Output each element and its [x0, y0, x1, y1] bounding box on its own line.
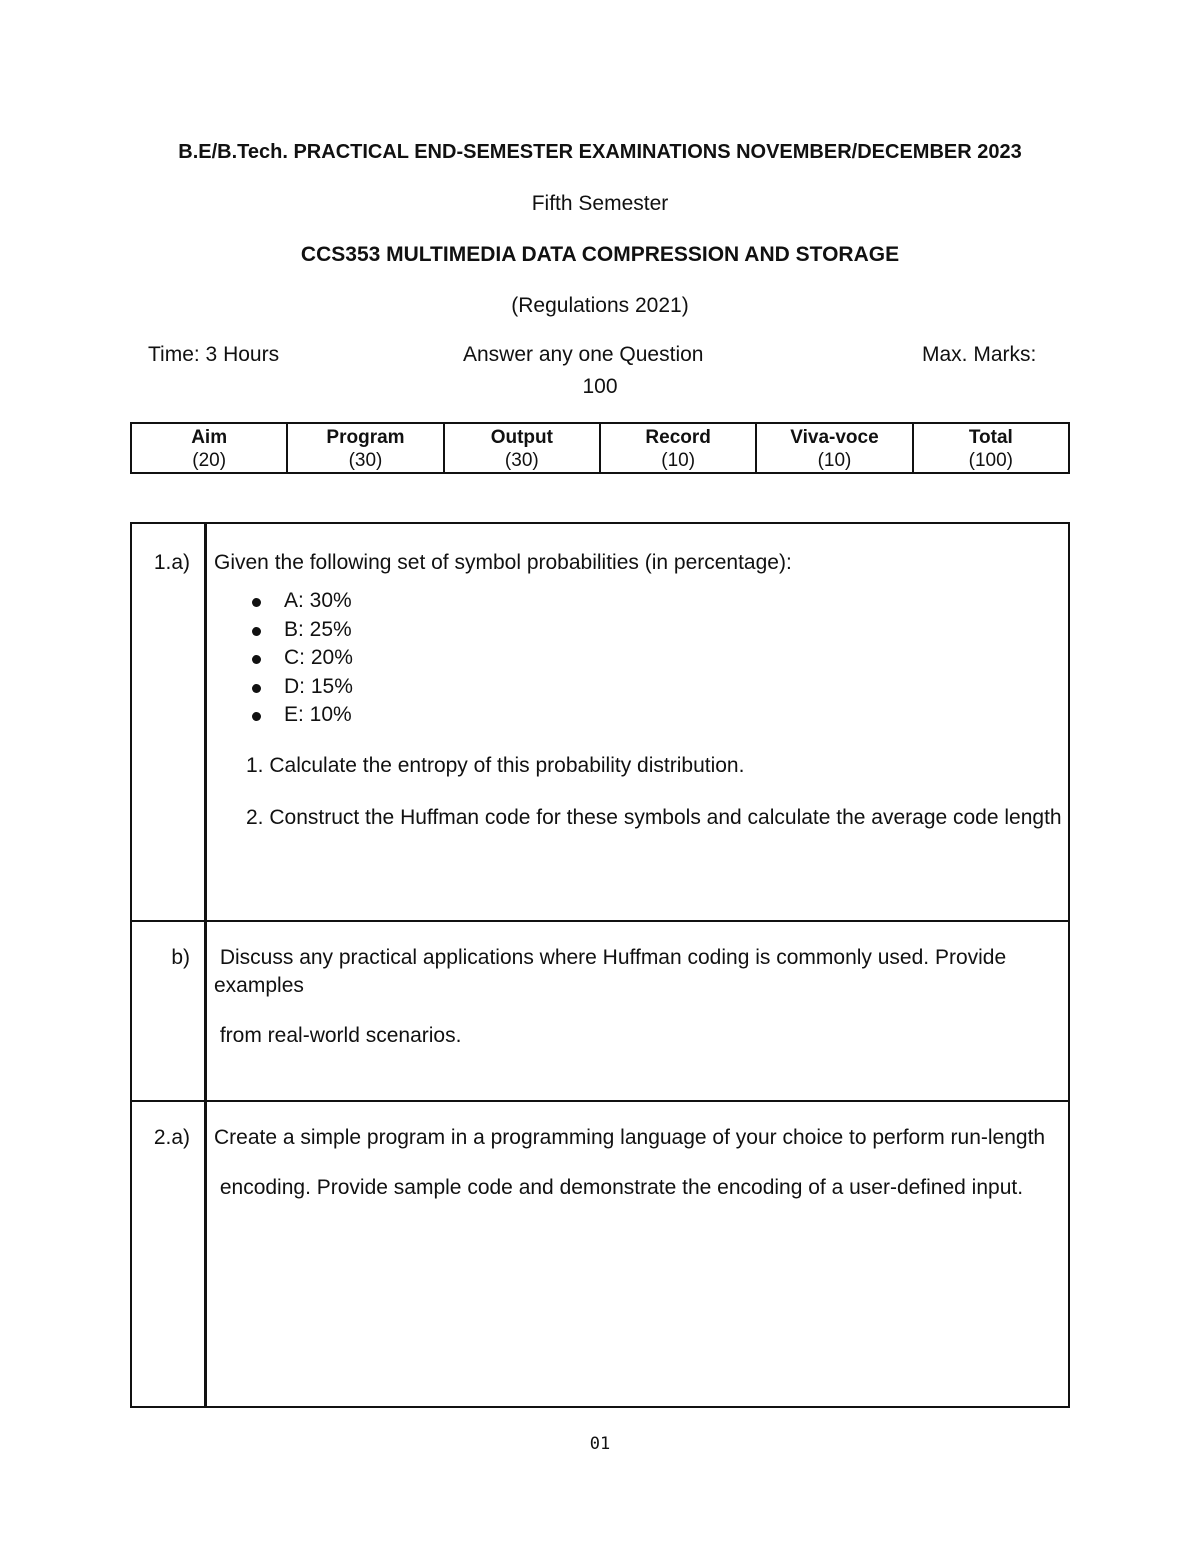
question-number: 1.a) [153, 551, 190, 574]
bullet-icon [252, 655, 261, 664]
question-number: 2.a) [153, 1126, 190, 1149]
marks-cell-program [287, 423, 443, 473]
symbol-probability: D: 15% [284, 674, 353, 698]
question-row-2a [132, 1100, 1068, 1406]
bullet-icon [252, 598, 261, 607]
marks-cell-viva-voce [756, 423, 912, 473]
question-row-1b [132, 920, 1068, 1102]
marks-cell-total [913, 423, 1069, 473]
question-text [214, 549, 1064, 832]
symbol-probability: C: 20% [284, 646, 353, 669]
task-huffman: 2. Construct the Huffman code for these symbols and calculate the average code length [246, 805, 1062, 829]
bullet-icon [252, 712, 261, 721]
exam-title: B.E/B.Tech. PRACTICAL END-SEMESTER EXAMINATIONS NOVEMBER/DECEMBER 2023 [178, 141, 1022, 163]
marks-cell-output [444, 423, 600, 473]
questions-table [130, 522, 1070, 1408]
question-line: encoding. Provide sample code and demonstrate the encoding of a user-defined input. [214, 1176, 1024, 1199]
question-text [214, 944, 1064, 1050]
list-item [214, 616, 1064, 645]
list-item [214, 701, 1064, 730]
marks-head: Program [326, 427, 405, 448]
regulations: (Regulations 2021) [511, 294, 689, 317]
marks-head: Record [645, 427, 711, 448]
question-line: Create a simple program in a programming language of your choice to perform run-length [214, 1126, 1046, 1149]
symbol-probability: E: 10% [284, 703, 352, 726]
bullet-icon [252, 627, 261, 636]
semester: Fifth Semester [531, 192, 669, 215]
exam-instruction: Answer any one Question [463, 343, 704, 366]
question-number: b) [171, 946, 190, 969]
marks-value: (20) [192, 450, 227, 471]
marks-cell-record [600, 423, 756, 473]
marks-distribution-table [130, 422, 1070, 474]
course-title: CCS353 MULTIMEDIA DATA COMPRESSION AND STORAGE [300, 243, 900, 266]
list-item [214, 673, 1064, 702]
marks-head: Output [490, 427, 553, 448]
symbol-probability: A: 30% [284, 589, 352, 612]
question-intro: Given the following set of symbol probabilities (in percentage): [214, 551, 792, 574]
page-number: 01 [589, 1434, 611, 1454]
exam-duration: Time: 3 Hours [148, 343, 280, 366]
list-item [214, 644, 1064, 673]
symbol-probability: B: 25% [284, 617, 352, 641]
marks-cell-aim [131, 423, 287, 473]
marks-value: (10) [817, 450, 852, 471]
symbol-list [214, 587, 1064, 730]
task-entropy: 1. Calculate the entropy of this probability distribution. [246, 753, 745, 777]
marks-value: (30) [348, 450, 383, 471]
list-item [214, 587, 1064, 616]
question-text [214, 1124, 1064, 1202]
question-line: Discuss any practical applications where Huffman coding is commonly used. Provide examples [214, 946, 1012, 997]
question-row-1a [132, 524, 1068, 922]
max-marks-value: 100 [582, 375, 618, 398]
marks-head: Aim [191, 427, 228, 448]
marks-head: Viva-voce [790, 427, 879, 448]
bullet-icon [252, 684, 261, 693]
marks-value: (100) [968, 450, 1013, 471]
question-line: from real-world scenarios. [214, 1024, 462, 1047]
marks-value: (10) [661, 450, 696, 471]
marks-value: (30) [504, 450, 539, 471]
marks-head: Total [968, 427, 1013, 448]
max-marks-label: Max. Marks: [922, 343, 1037, 366]
